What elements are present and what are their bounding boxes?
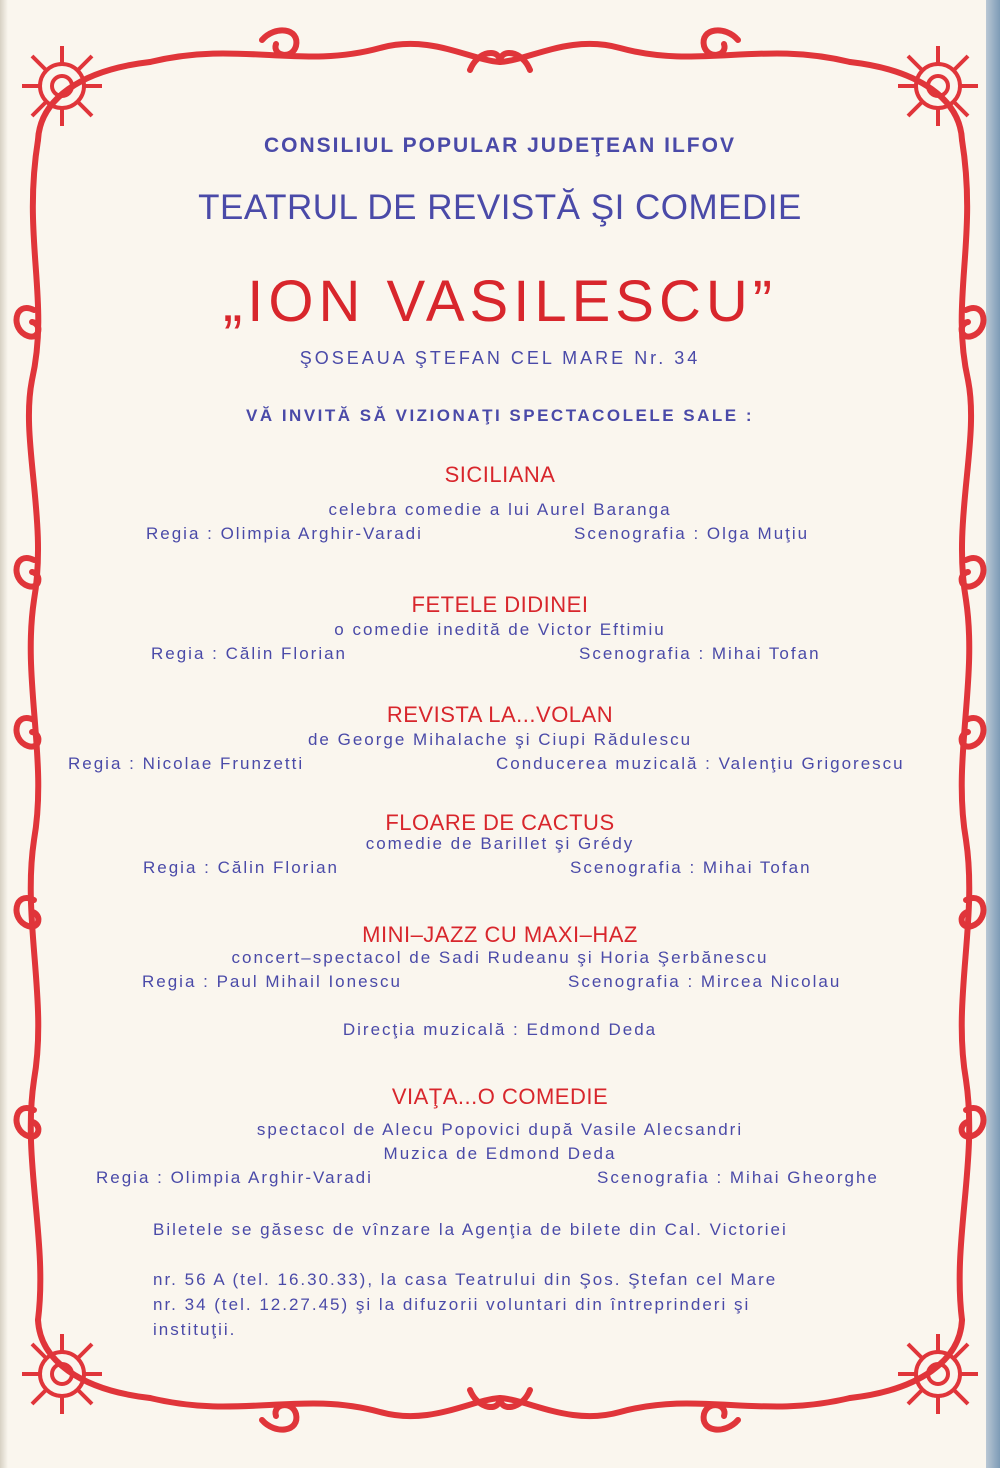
bottom-left-scroll (262, 1405, 296, 1429)
bottom-left-corner-sweep (38, 1320, 150, 1398)
right-scroll-2 (962, 558, 984, 587)
bottom-center-scroll (470, 1390, 530, 1407)
ticket-info-line: instituţii. (153, 1320, 237, 1339)
theatre-name: „ION VASILESCU” (222, 269, 778, 334)
show-title: VIAŢA...O COMEDIE (391, 1084, 609, 1109)
top-right-corner-sweep (850, 62, 962, 140)
show-subtitle: concert–spectacol de Sadi Rudeanu şi Horia Şerbănescu (231, 948, 769, 967)
show-title: FLOARE DE CACTUS (385, 810, 615, 835)
show-music-direction: Conducerea muzicală : Valenţiu Grigorescu (496, 754, 905, 773)
show-scenography: Scenografia : Mircea Nicolau (568, 972, 842, 991)
show-title: REVISTA LA...VOLAN (386, 702, 614, 727)
ticket-info-line: nr. 34 (tel. 12.27.45) şi la difuzorii voluntari din întreprinderi şi (153, 1295, 751, 1314)
show-title: FETELE DIDINEI (411, 592, 589, 617)
top-right-fan-ornament (898, 46, 978, 126)
show-music-direction: Direcţia muzicală : Edmond Deda (342, 1020, 658, 1039)
theatre-heading: TEATRUL DE REVISTĂ ŞI COMEDIE (198, 188, 802, 227)
show-subtitle: o comedie inedită de Victor Eftimiu (334, 620, 666, 639)
show-subtitle: celebra comedie a lui Aurel Baranga (328, 500, 672, 519)
top-center-scroll (470, 53, 530, 70)
show-subtitle: de George Mihalache şi Ciupi Rădulescu (307, 730, 693, 749)
show-director: Regia : Călin Florian (143, 858, 340, 877)
show-director: Regia : Olimpia Arghir-Varadi (96, 1168, 373, 1187)
top-right-scroll (704, 30, 738, 54)
bottom-right-corner-sweep (850, 1320, 962, 1398)
show-scenography: Scenografia : Olga Muţiu (574, 524, 810, 543)
ticket-info-line: Biletele se găsesc de vînzare la Agenţia de bilete din Cal. Victoriei (153, 1220, 788, 1239)
left-scroll-2 (17, 558, 39, 587)
show-title: SICILIANA (444, 462, 556, 487)
top-left-scroll (262, 30, 296, 54)
show-scenography: Scenografia : Mihai Tofan (579, 644, 821, 663)
show-scenography: Scenografia : Mihai Gheorghe (597, 1168, 879, 1187)
show-subtitle: spectacol de Alecu Popovici după Vasile Alecsandri (256, 1120, 744, 1139)
show-director: Regia : Olimpia Arghir-Varadi (146, 524, 423, 543)
ticket-info-line: nr. 56 A (tel. 16.30.33), la casa Teatrului din Şos. Ştefan cel Mare (153, 1270, 778, 1289)
top-left-corner-sweep (38, 62, 150, 140)
top-left-fan-ornament (22, 46, 102, 126)
bottom-right-scroll (704, 1405, 738, 1429)
council-heading: CONSILIUL POPULAR JUDEŢEAN ILFOV (264, 134, 736, 157)
show-director: Regia : Nicolae Frunzetti (68, 754, 305, 773)
bottom-right-fan-ornament (898, 1334, 978, 1414)
show-subtitle: comedie de Barillet şi Grédy (365, 834, 635, 853)
bottom-left-fan-ornament (22, 1334, 102, 1414)
show-title: MINI–JAZZ CU MAXI–HAZ (362, 922, 638, 947)
theatre-address: ŞOSEAUA ŞTEFAN CEL MARE Nr. 34 (299, 348, 701, 368)
invitation-line: VĂ INVITĂ SĂ VIZIONAŢI SPECTACOLELE SALE : (246, 406, 754, 425)
show-director: Regia : Călin Florian (151, 644, 348, 663)
show-scenography: Scenografia : Mihai Tofan (570, 858, 812, 877)
show-music: Muzica de Edmond Deda (383, 1144, 617, 1163)
show-director: Regia : Paul Mihail Ionescu (142, 972, 403, 991)
